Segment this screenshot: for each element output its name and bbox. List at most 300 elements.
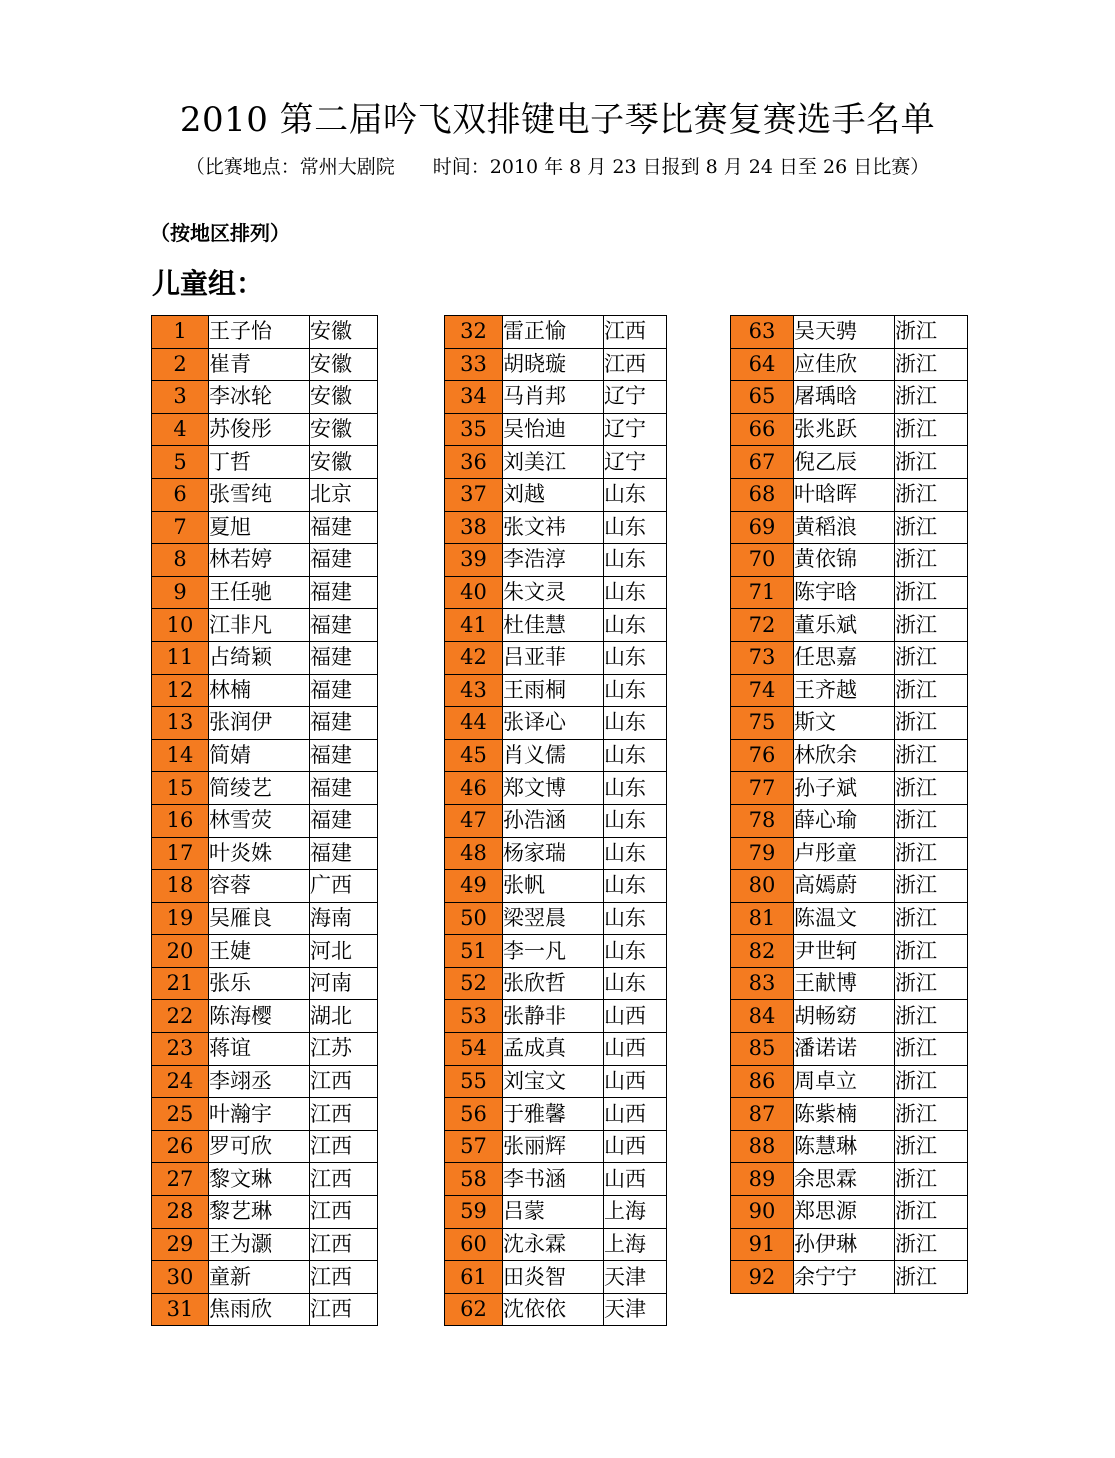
contestant-number: 10 — [152, 609, 209, 642]
contestant-number: 86 — [731, 1065, 794, 1098]
contestant-name: 倪乙辰 — [794, 446, 895, 479]
contestant-number: 25 — [152, 1098, 209, 1131]
contestant-name: 李浩淳 — [503, 544, 604, 577]
contestant-region: 江西 — [604, 348, 667, 381]
table-row — [445, 707, 667, 740]
contestant-region: 浙江 — [895, 1163, 968, 1196]
contestant-name: 王任驰 — [209, 576, 310, 609]
contestant-name: 吴怡迪 — [503, 413, 604, 446]
contestant-region: 浙江 — [895, 772, 968, 805]
contestant-number: 37 — [445, 478, 503, 511]
contestant-number: 41 — [445, 609, 503, 642]
contestant-number: 45 — [445, 739, 503, 772]
contestant-number: 14 — [152, 739, 209, 772]
contestant-region: 浙江 — [895, 804, 968, 837]
contestant-number: 58 — [445, 1163, 503, 1196]
contestant-name: 张雪纯 — [209, 478, 310, 511]
contestant-name: 张兆跃 — [794, 413, 895, 446]
contestant-number: 20 — [152, 935, 209, 968]
contestant-number: 54 — [445, 1033, 503, 1066]
table-row — [152, 870, 378, 903]
contestant-name: 杨家瑞 — [503, 837, 604, 870]
contestant-name: 林欣余 — [794, 739, 895, 772]
table-row — [445, 674, 667, 707]
contestant-region: 江西 — [310, 1163, 378, 1196]
contestant-name: 薛心瑜 — [794, 804, 895, 837]
contestant-number: 66 — [731, 413, 794, 446]
contestant-name: 张丽辉 — [503, 1130, 604, 1163]
contestant-number: 18 — [152, 870, 209, 903]
contestant-region: 江西 — [310, 1196, 378, 1229]
contestant-name: 苏俊彤 — [209, 413, 310, 446]
contestant-name: 马肖邦 — [503, 381, 604, 414]
contestant-number: 46 — [445, 772, 503, 805]
event-info: （比赛地点：常州大剧院 时间：2010 年 8 月 23 日报到 8 月 24 日至 26 日比赛） — [185, 156, 930, 178]
table-row — [152, 902, 378, 935]
contestant-region: 浙江 — [895, 478, 968, 511]
contestant-name: 应佳欣 — [794, 348, 895, 381]
contestant-number: 31 — [152, 1293, 209, 1326]
table-row — [731, 544, 968, 577]
contestant-number: 50 — [445, 902, 503, 935]
contestant-number: 61 — [445, 1261, 503, 1294]
group-heading: 儿童组： — [152, 267, 265, 300]
contestant-region: 山东 — [604, 707, 667, 740]
contestant-number: 44 — [445, 707, 503, 740]
contestant-name: 余思霖 — [794, 1163, 895, 1196]
contestant-name: 朱文灵 — [503, 576, 604, 609]
contestant-region: 江西 — [310, 1065, 378, 1098]
table-row — [152, 511, 378, 544]
contestant-region: 山东 — [604, 804, 667, 837]
table-row — [445, 967, 667, 1000]
contestant-name: 王子怡 — [209, 316, 310, 349]
contestant-region: 山东 — [604, 674, 667, 707]
contestant-name: 焦雨欣 — [209, 1293, 310, 1326]
table-row — [152, 381, 378, 414]
contestant-region: 上海 — [604, 1196, 667, 1229]
contestant-number: 90 — [731, 1196, 794, 1229]
contestant-name: 吴雁良 — [209, 902, 310, 935]
table-row — [152, 544, 378, 577]
contestant-region: 浙江 — [895, 446, 968, 479]
table-row — [445, 348, 667, 381]
table-row — [445, 1065, 667, 1098]
contestant-region: 江西 — [310, 1098, 378, 1131]
contestant-name: 沈永霖 — [503, 1228, 604, 1261]
contestant-number: 80 — [731, 870, 794, 903]
contestant-name: 陈海樱 — [209, 1000, 310, 1033]
contestant-number: 53 — [445, 1000, 503, 1033]
table-row — [445, 837, 667, 870]
contestant-number: 74 — [731, 674, 794, 707]
contestant-region: 山东 — [604, 870, 667, 903]
contestant-region: 浙江 — [895, 1098, 968, 1131]
contestant-name: 李冰轮 — [209, 381, 310, 414]
table-row — [152, 1293, 378, 1326]
contestant-number: 5 — [152, 446, 209, 479]
contestant-name: 王雨桐 — [503, 674, 604, 707]
contestant-region: 山西 — [604, 1065, 667, 1098]
contestant-number: 7 — [152, 511, 209, 544]
contestant-number: 9 — [152, 576, 209, 609]
contestant-region: 山西 — [604, 1098, 667, 1131]
table-row — [152, 837, 378, 870]
contestant-name: 胡晓璇 — [503, 348, 604, 381]
table-row — [731, 674, 968, 707]
table-row — [152, 1261, 378, 1294]
contestant-number: 64 — [731, 348, 794, 381]
contestant-number: 21 — [152, 967, 209, 1000]
contestant-region: 浙江 — [895, 1196, 968, 1229]
contestant-region: 辽宁 — [604, 446, 667, 479]
table-row — [152, 348, 378, 381]
contestant-number: 49 — [445, 870, 503, 903]
contestant-name: 叶炎姝 — [209, 837, 310, 870]
contestant-number: 32 — [445, 316, 503, 349]
table-row — [731, 1261, 968, 1294]
table-row — [152, 739, 378, 772]
contestant-number: 27 — [152, 1163, 209, 1196]
contestant-number: 51 — [445, 935, 503, 968]
contestant-name: 屠瑀晗 — [794, 381, 895, 414]
contestant-name: 郑思源 — [794, 1196, 895, 1229]
contestant-region: 浙江 — [895, 413, 968, 446]
table-row — [731, 1000, 968, 1033]
contestant-number: 4 — [152, 413, 209, 446]
contestant-number: 48 — [445, 837, 503, 870]
contestant-region: 江西 — [310, 1261, 378, 1294]
table-row — [445, 511, 667, 544]
contestant-name: 叶晗晖 — [794, 478, 895, 511]
table-row — [731, 316, 968, 349]
contestant-region: 山东 — [604, 935, 667, 968]
contestant-name: 刘宝文 — [503, 1065, 604, 1098]
contestant-region: 浙江 — [895, 511, 968, 544]
contestant-number: 87 — [731, 1098, 794, 1131]
contestant-name: 林楠 — [209, 674, 310, 707]
table-row — [152, 1033, 378, 1066]
table-row — [731, 1098, 968, 1131]
table-row — [152, 674, 378, 707]
contestant-name: 余宁宁 — [794, 1261, 895, 1294]
contestant-number: 65 — [731, 381, 794, 414]
contestant-name: 刘越 — [503, 478, 604, 511]
table-row — [445, 1163, 667, 1196]
contestant-name: 王婕 — [209, 935, 310, 968]
contestant-region: 天津 — [604, 1293, 667, 1326]
contestant-number: 92 — [731, 1261, 794, 1294]
contestant-region: 江苏 — [310, 1033, 378, 1066]
table-row — [152, 1196, 378, 1229]
contestant-number: 52 — [445, 967, 503, 1000]
contestant-name: 吕亚菲 — [503, 641, 604, 674]
contestant-number: 91 — [731, 1228, 794, 1261]
contestant-number: 60 — [445, 1228, 503, 1261]
table-row — [445, 576, 667, 609]
table-row — [731, 902, 968, 935]
contestant-region: 浙江 — [895, 674, 968, 707]
contestant-number: 38 — [445, 511, 503, 544]
contestant-name: 占绮颖 — [209, 641, 310, 674]
contestant-name: 孙浩涵 — [503, 804, 604, 837]
table-row — [152, 1130, 378, 1163]
contestant-name: 吕蒙 — [503, 1196, 604, 1229]
table-row — [731, 1130, 968, 1163]
contestant-number: 82 — [731, 935, 794, 968]
table-row — [152, 935, 378, 968]
contestant-name: 梁翌晨 — [503, 902, 604, 935]
contestant-number: 42 — [445, 641, 503, 674]
contestant-region: 福建 — [310, 641, 378, 674]
contestant-number: 13 — [152, 707, 209, 740]
contestant-name: 刘美江 — [503, 446, 604, 479]
table-row — [152, 316, 378, 349]
table-row — [731, 1065, 968, 1098]
contestant-number: 72 — [731, 609, 794, 642]
table-row — [445, 902, 667, 935]
contestant-number: 89 — [731, 1163, 794, 1196]
table-row — [445, 804, 667, 837]
contestant-number: 55 — [445, 1065, 503, 1098]
contestant-name: 肖义儒 — [503, 739, 604, 772]
contestant-name: 张欣哲 — [503, 967, 604, 1000]
contestant-name: 潘诺诺 — [794, 1033, 895, 1066]
contestant-region: 广西 — [310, 870, 378, 903]
table-row — [445, 739, 667, 772]
contestant-name: 张润伊 — [209, 707, 310, 740]
contestant-region: 福建 — [310, 837, 378, 870]
contestant-number: 26 — [152, 1130, 209, 1163]
contestant-number: 77 — [731, 772, 794, 805]
contestant-name: 童新 — [209, 1261, 310, 1294]
contestant-region: 上海 — [604, 1228, 667, 1261]
contestant-region: 福建 — [310, 511, 378, 544]
table-row — [445, 1033, 667, 1066]
contestant-name: 尹世轲 — [794, 935, 895, 968]
table-row — [445, 413, 667, 446]
contestant-region: 辽宁 — [604, 413, 667, 446]
contestant-number: 19 — [152, 902, 209, 935]
contestant-number: 24 — [152, 1065, 209, 1098]
contestant-number: 47 — [445, 804, 503, 837]
contestant-name: 杜佳慧 — [503, 609, 604, 642]
contestant-region: 辽宁 — [604, 381, 667, 414]
contestant-region: 山东 — [604, 609, 667, 642]
table-row — [731, 1033, 968, 1066]
contestant-number: 40 — [445, 576, 503, 609]
contestant-name: 蒋谊 — [209, 1033, 310, 1066]
table-row — [445, 1000, 667, 1033]
contestant-number: 34 — [445, 381, 503, 414]
table-row — [445, 641, 667, 674]
contestant-name: 孙子斌 — [794, 772, 895, 805]
table-row — [731, 576, 968, 609]
table-row — [152, 446, 378, 479]
contestant-name: 张文祎 — [503, 511, 604, 544]
contestant-region: 福建 — [310, 674, 378, 707]
contestant-region: 河南 — [310, 967, 378, 1000]
table-row — [152, 804, 378, 837]
table-row — [152, 1228, 378, 1261]
contestant-name: 黄依锦 — [794, 544, 895, 577]
table-row — [731, 1228, 968, 1261]
contestant-number: 23 — [152, 1033, 209, 1066]
contestant-region: 浙江 — [895, 870, 968, 903]
contestant-number: 39 — [445, 544, 503, 577]
table-row — [445, 316, 667, 349]
roster-table-3 — [730, 315, 968, 1294]
contestant-region: 福建 — [310, 739, 378, 772]
contestant-name: 李翊丞 — [209, 1065, 310, 1098]
contestant-region: 山东 — [604, 837, 667, 870]
contestant-name: 斯文 — [794, 707, 895, 740]
contestant-number: 11 — [152, 641, 209, 674]
contestant-region: 山东 — [604, 772, 667, 805]
contestant-region: 浙江 — [895, 935, 968, 968]
table-row — [445, 1261, 667, 1294]
contestant-region: 浙江 — [895, 641, 968, 674]
contestant-name: 王为灏 — [209, 1228, 310, 1261]
contestant-name: 容蓉 — [209, 870, 310, 903]
contestant-region: 浙江 — [895, 707, 968, 740]
contestant-name: 孙伊琳 — [794, 1228, 895, 1261]
table-row — [731, 739, 968, 772]
table-row — [731, 870, 968, 903]
contestant-name: 罗可欣 — [209, 1130, 310, 1163]
contestant-region: 安徽 — [310, 413, 378, 446]
contestant-region: 安徽 — [310, 381, 378, 414]
contestant-number: 67 — [731, 446, 794, 479]
contestant-number: 57 — [445, 1130, 503, 1163]
contestant-region: 浙江 — [895, 1130, 968, 1163]
contestant-number: 71 — [731, 576, 794, 609]
contestant-region: 浙江 — [895, 1000, 968, 1033]
contestant-number: 70 — [731, 544, 794, 577]
contestant-name: 于雅馨 — [503, 1098, 604, 1131]
contestant-region: 海南 — [310, 902, 378, 935]
contestant-region: 山东 — [604, 478, 667, 511]
contestant-number: 33 — [445, 348, 503, 381]
contestant-name: 胡畅窈 — [794, 1000, 895, 1033]
contestant-name: 李一凡 — [503, 935, 604, 968]
contestant-name: 吴天骋 — [794, 316, 895, 349]
contestant-number: 83 — [731, 967, 794, 1000]
contestant-name: 夏旭 — [209, 511, 310, 544]
contestant-name: 林若婷 — [209, 544, 310, 577]
contestant-region: 天津 — [604, 1261, 667, 1294]
contestant-name: 孟成真 — [503, 1033, 604, 1066]
contestant-number: 56 — [445, 1098, 503, 1131]
contestant-number: 88 — [731, 1130, 794, 1163]
table-row — [152, 1098, 378, 1131]
contestant-number: 78 — [731, 804, 794, 837]
contestant-name: 郑文博 — [503, 772, 604, 805]
contestant-number: 22 — [152, 1000, 209, 1033]
table-row — [152, 609, 378, 642]
contestant-region: 浙江 — [895, 316, 968, 349]
contestant-number: 35 — [445, 413, 503, 446]
table-row — [152, 1163, 378, 1196]
table-row — [445, 1130, 667, 1163]
contestant-region: 江西 — [604, 316, 667, 349]
contestant-name: 崔青 — [209, 348, 310, 381]
table-row — [152, 413, 378, 446]
contestant-name: 林雪荧 — [209, 804, 310, 837]
table-row — [731, 413, 968, 446]
contestant-name: 卢彤童 — [794, 837, 895, 870]
table-row — [152, 1065, 378, 1098]
contestant-region: 山东 — [604, 641, 667, 674]
contestant-number: 16 — [152, 804, 209, 837]
contestant-number: 75 — [731, 707, 794, 740]
contestant-region: 浙江 — [895, 1228, 968, 1261]
table-row — [152, 1000, 378, 1033]
table-row — [152, 707, 378, 740]
contestant-region: 浙江 — [895, 837, 968, 870]
contestant-region: 浙江 — [895, 348, 968, 381]
contestant-region: 福建 — [310, 772, 378, 805]
contestant-region: 福建 — [310, 576, 378, 609]
table-row — [445, 1196, 667, 1229]
contestant-region: 福建 — [310, 804, 378, 837]
contestant-name: 简绫艺 — [209, 772, 310, 805]
contestant-region: 山东 — [604, 902, 667, 935]
table-row — [152, 641, 378, 674]
contestant-region: 山西 — [604, 1130, 667, 1163]
table-row — [731, 804, 968, 837]
table-row — [731, 967, 968, 1000]
contestant-region: 安徽 — [310, 348, 378, 381]
table-row — [152, 967, 378, 1000]
contestant-name: 陈宇晗 — [794, 576, 895, 609]
contestant-region: 山西 — [604, 1000, 667, 1033]
contestant-name: 陈紫楠 — [794, 1098, 895, 1131]
contestant-name: 王齐越 — [794, 674, 895, 707]
contestant-region: 浙江 — [895, 1065, 968, 1098]
table-row — [731, 1163, 968, 1196]
table-row — [445, 1098, 667, 1131]
contestant-number: 2 — [152, 348, 209, 381]
contestant-number: 6 — [152, 478, 209, 511]
contestant-region: 安徽 — [310, 446, 378, 479]
contestant-name: 张译心 — [503, 707, 604, 740]
table-row — [152, 576, 378, 609]
table-row — [445, 478, 667, 511]
contestant-region: 浙江 — [895, 381, 968, 414]
table-row — [731, 935, 968, 968]
table-row — [731, 707, 968, 740]
roster-table-2 — [444, 315, 667, 1326]
contestant-name: 张乐 — [209, 967, 310, 1000]
table-row — [445, 1293, 667, 1326]
contestant-region: 浙江 — [895, 967, 968, 1000]
contestant-name: 田炎智 — [503, 1261, 604, 1294]
page-title: 2010 第二届吟飞双排键电子琴比赛复赛选手名单 — [179, 100, 936, 140]
table-row — [731, 381, 968, 414]
contestant-number: 30 — [152, 1261, 209, 1294]
contestant-name: 江非凡 — [209, 609, 310, 642]
table-row — [731, 609, 968, 642]
contestant-name: 简婧 — [209, 739, 310, 772]
contestant-region: 安徽 — [310, 316, 378, 349]
contestant-region: 江西 — [310, 1228, 378, 1261]
contestant-name: 叶瀚宇 — [209, 1098, 310, 1131]
contestant-number: 69 — [731, 511, 794, 544]
contestant-region: 浙江 — [895, 739, 968, 772]
contestant-number: 59 — [445, 1196, 503, 1229]
table-row — [445, 870, 667, 903]
